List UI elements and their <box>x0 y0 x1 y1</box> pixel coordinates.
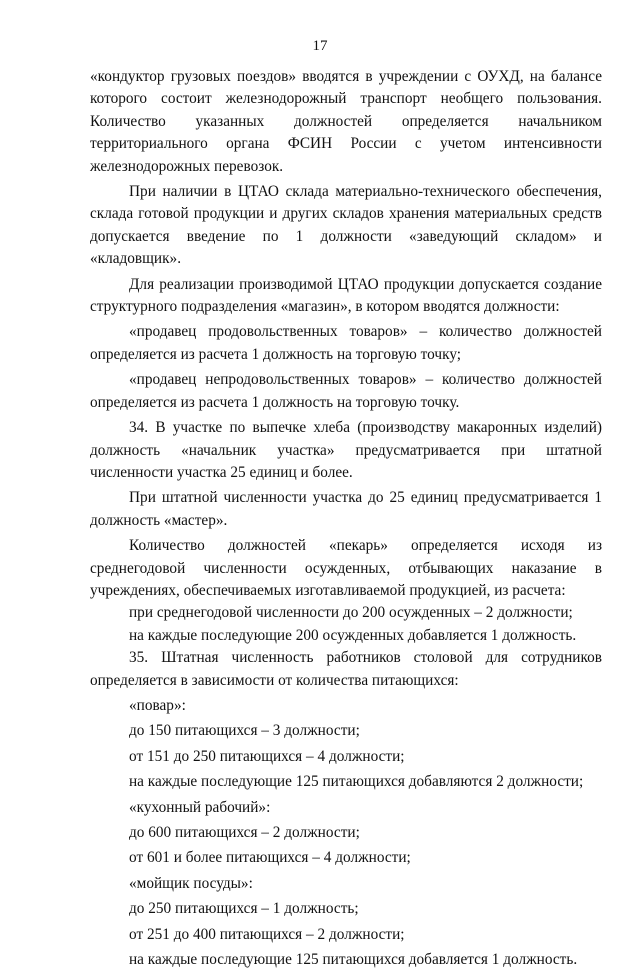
paragraph-nonfood-seller: «продавец непродовольственных товаров» – количество должностей определяется из расчета 1 должность на торговую точку. <box>90 371 602 411</box>
baker-line: на каждые последующие 200 осужденных добавляется 1 должность. <box>129 626 577 644</box>
canteen-line: «мойщик посуды»: <box>129 874 253 892</box>
canteen-line: до 150 питающихся – 3 должности; <box>129 722 360 740</box>
baker-line: при среднегодовой численности до 200 осужденных – 2 должности; <box>129 604 573 622</box>
page-number: 17 <box>312 38 328 54</box>
paragraph-baker: Количество должностей «пекарь» определяется исходя из среднегодовой численности осужденных, отбывающих наказание в учреждениях, обеспечиваемых изготавливаемой продукцией, из расчета: <box>90 537 602 599</box>
canteen-line: от 251 до 400 питающихся – 2 должности; <box>129 925 405 943</box>
canteen-line: на каждые последующие 125 питающихся добавляются 2 должности; <box>129 773 584 791</box>
paragraph-35-canteen: 35. Штатная численность работников столовой для сотрудников определяется в зависимости от количества питающихся: <box>90 649 602 689</box>
paragraph-shop: Для реализации производимой ЦТАО продукции допускается создание структурного подразделения «магазин», в котором вводятся должности: <box>90 275 602 316</box>
canteen-line: от 601 и более питающихся – 4 должности; <box>129 849 411 867</box>
canteen-line: «кухонный рабочий»: <box>129 798 271 816</box>
paragraph-warehouse: При наличии в ЦТАО склада материально-технического обеспечения, склада готовой продукции и других складов хранения материальных средств допускается введение по 1 должности «заведующий складом» и «кладовщик». <box>90 183 602 268</box>
canteen-line: от 151 до 250 питающихся – 4 должности; <box>129 747 405 765</box>
canteen-line: на каждые последующие 125 питающихся добавляется 1 должность. <box>129 951 578 969</box>
document-body <box>90 66 602 971</box>
paragraph-master: При штатной численности участка до 25 единиц предусматривается 1 должность «мастер». <box>90 489 602 529</box>
paragraph-34-bakery: 34. В участке по выпечке хлеба (производству макаронных изделий) должность «начальник участка» предусматривается при штатной численности участка 25 единиц и более. <box>90 419 602 481</box>
canteen-line: до 600 питающихся – 2 должности; <box>129 824 360 841</box>
canteen-line: «повар»: <box>129 696 186 714</box>
canteen-line: до 250 питающихся – 1 должность; <box>129 900 359 918</box>
paragraph-conductor: «кондуктор грузовых поездов» вводятся в учреждении с ОУХД, на балансе которого состоит железнодорожный транспорт необщего пользования. Количество указанных должностей определяется начальником территориального органа ФСИН России с учетом интенсивности железнодорожных перевозок. <box>90 68 602 175</box>
paragraph-food-seller: «продавец продовольственных товаров» – количество должностей определяется из расчета 1 должность на торговую точку; <box>90 323 602 363</box>
